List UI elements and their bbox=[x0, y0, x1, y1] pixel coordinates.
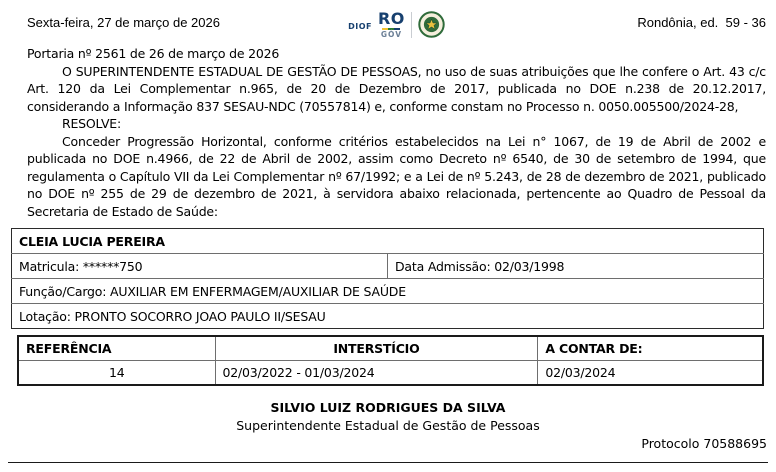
signatory-name: SILVIO LUIZ RODRIGUES DA SILVA bbox=[270, 400, 506, 415]
servant-name-cell: CLEIA LUCIA PEREIRA bbox=[12, 229, 764, 254]
rondonia-coat-of-arms-icon bbox=[418, 11, 445, 38]
ro-text: RO bbox=[377, 9, 405, 28]
referencia-header-cell: REFERÊNCIA bbox=[18, 336, 215, 361]
matricula-cell: Matricula: ******750 bbox=[12, 254, 388, 279]
protocol-number: Protocolo 70588695 bbox=[641, 436, 767, 451]
table-header-row bbox=[18, 336, 763, 361]
portaria-title: Portaria nº 2561 de 26 de março de 2026 bbox=[27, 46, 280, 61]
resolve-line: RESOLVE: bbox=[62, 116, 122, 131]
funcao-cargo-cell: Função/Cargo: AUXILIAR EM ENFERMAGEM/AUXILIAR DE SAÚDE bbox=[12, 279, 764, 304]
table-row bbox=[12, 229, 764, 254]
referencia-value-cell: 14 bbox=[18, 361, 215, 386]
bottom-divider bbox=[8, 462, 768, 463]
header-edition: Rondônia, ed. 59 - 36 bbox=[637, 15, 766, 30]
portaria-body bbox=[27, 45, 766, 220]
table-row bbox=[12, 304, 764, 329]
portaria-paragraph-2: Conceder Progressão Horizontal, conforme critérios estabelecidos na Lei n° 1067, de 19 de Abril de 2002 e publicada no DOE n.4966, de 22 de Abril de 2002, assim como Decreto nº 6540, de 30 de setembro de 1994, que regulamenta o Capítulo VII da Lei Complementar nº 67/1992; e a Lei de nº 5.243, de 28 de dezembro de 2021, publicado no DOE nº 255 de 29 de dezembro de 2021, à servidora abaixo relacionada, pertencente ao Quadro de Pessoal da Secretaria de Estado de Saúde: bbox=[27, 133, 766, 219]
intersticio-header-cell: INTERSTÍCIO bbox=[215, 336, 538, 361]
signatory-title: Superintendente Estadual de Gestão de Pessoas bbox=[236, 418, 540, 433]
diof-wordmark: DIOF bbox=[348, 22, 372, 32]
intersticio-value-cell: 02/03/2022 - 01/03/2024 bbox=[215, 361, 538, 386]
table-row bbox=[12, 279, 764, 304]
lotacao-cell: Lotação: PRONTO SOCORRO JOAO PAULO II/SESAU bbox=[12, 304, 764, 329]
diof-logo bbox=[348, 11, 445, 39]
ro-gov-wordmark bbox=[378, 11, 405, 39]
gov-text: GÓV bbox=[380, 30, 403, 39]
page-header bbox=[0, 0, 776, 39]
signature-block bbox=[0, 399, 776, 435]
table-row bbox=[18, 361, 763, 386]
header-date: Sexta-feira, 27 de março de 2026 bbox=[27, 15, 220, 30]
a-contar-de-header-cell: A CONTAR DE: bbox=[538, 336, 763, 361]
a-contar-de-value-cell: 02/03/2024 bbox=[538, 361, 763, 386]
logo-divider bbox=[411, 12, 412, 38]
table-row bbox=[12, 254, 764, 279]
data-admissao-cell: Data Admissão: 02/03/1998 bbox=[388, 254, 764, 279]
portaria-paragraph-1: O SUPERINTENDENTE ESTADUAL DE GESTÃO DE PESSOAS, no uso de suas atribuições que lhe confere o Art. 43 c/c Art. 120 da Lei Complementar n.965, de 20 de Dezembro de 2017, publicada no DOE n.238 de 20.12.2017, considerando a Informação 837 SESAU-NDC (70557814) e, conforme constam no Processo n. 0050.005500/2024-28, bbox=[27, 63, 766, 114]
servant-table bbox=[11, 228, 764, 329]
progression-table bbox=[17, 335, 764, 386]
